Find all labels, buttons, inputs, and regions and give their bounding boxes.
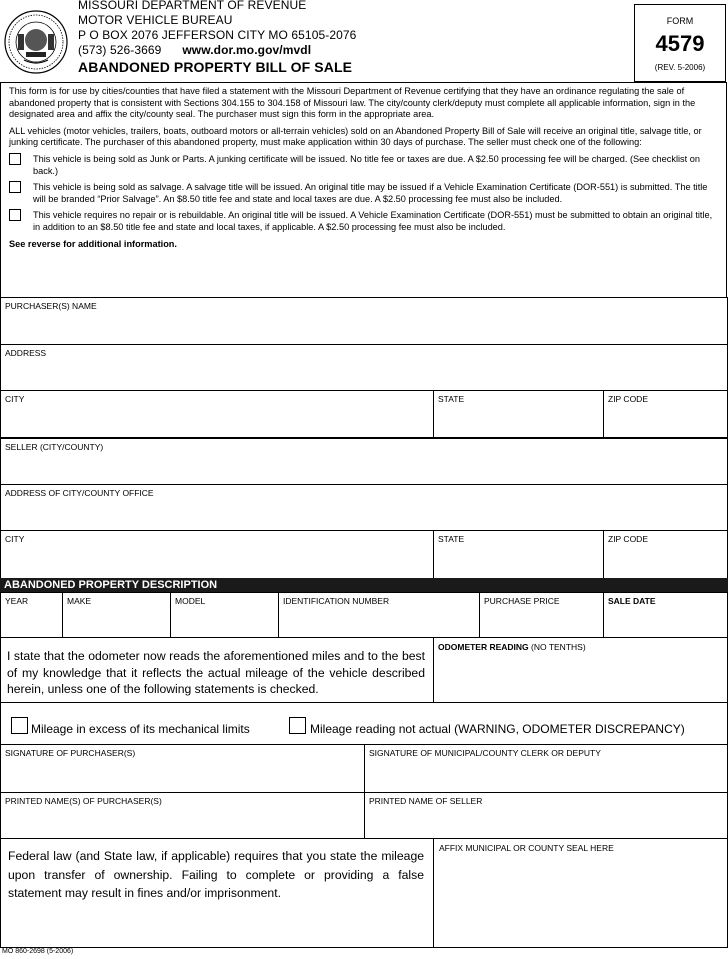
purchaser-signature-field[interactable]: [0, 744, 365, 793]
mileage-not-actual-checkbox[interactable]: [289, 717, 306, 734]
mileage-excess-checkbox[interactable]: [11, 717, 28, 734]
form-number: 4579: [655, 31, 705, 56]
seller-address-field[interactable]: [0, 484, 728, 531]
odometer-statement: I state that the odometer now reads the aforementioned miles and to the best of my knowledge that it reflects the actual mileage of the vehicle described herein, unless one of the following statements is checked.: [7, 649, 425, 696]
option-junk: [9, 154, 718, 177]
make-field[interactable]: [62, 592, 171, 638]
seller-address-label: ADDRESS OF CITY/COUNTY OFFICE: [5, 488, 154, 498]
option-salvage-text: This vehicle is being sold as salvage. A salvage title will be issued. An original title may be issued if a Vehicle Examination Certificate (DOR-551) is submitted. The title will be branded “Prior Salvage”. An $8.50 title fee and state and local taxes are due. A $2.50 processing fee must also be included.: [33, 182, 708, 204]
option-salvage: [9, 182, 718, 205]
mileage-not-actual-label: Mileage reading not actual (WARNING, ODOMETER DISCREPANCY): [310, 722, 685, 736]
website-link[interactable]: www.dor.mo.gov/mvdl: [182, 43, 312, 57]
seal-area[interactable]: [433, 838, 728, 948]
instructions-paragraph-1: This form is for use by cities/counties that have filed a statement with the Missouri Department of Revenue certifying that they have an ordinance regulating the sale of abandoned property that is consistent with Sections 304.155 to 304.158 of Missouri law. The city/county clerk/deputy must complete all applicable information, sign in the designated area and affix the city/county seal. The purchaser must sign this form in the appropriate area.: [9, 86, 696, 120]
zip-field[interactable]: [603, 390, 728, 438]
contact-line: [78, 43, 311, 58]
instructions-box: [0, 82, 727, 298]
city-label: CITY: [5, 394, 25, 404]
identification-number-field[interactable]: [278, 592, 480, 638]
year-field[interactable]: [0, 592, 63, 638]
year-label: YEAR: [5, 596, 29, 606]
seller-printed-name-field[interactable]: [364, 792, 728, 839]
option-rebuildable-text: This vehicle requires no repair or is rebuildable. An original title will be issued. A Vehicle Examination Certificate (DOR-551) must be submitted to obtain an original title, in addition to an $8.50 title fee and state and local taxes, if applicable. A $2.50 processing fee must also be included.: [33, 210, 713, 232]
seller-state-label: STATE: [438, 534, 465, 544]
seller-printed-name-label: PRINTED NAME OF SELLER: [369, 796, 483, 806]
address-label: ADDRESS: [5, 348, 47, 358]
sale-date-field[interactable]: [603, 592, 728, 638]
form-revision: (REV. 5-2006): [654, 63, 706, 72]
odometer-reading-label: ODOMETER READING (NO TENTHS): [438, 642, 586, 652]
federal-law-notice: Federal law (and State law, if applicable) requires that you state the mileage upon transfer of ownership. Failing to complete or providing a false statement may result in fines and/or imprisonment.: [8, 849, 424, 900]
option-junk-text: This vehicle is being sold as Junk or Parts. A junking certificate will be issued. No title fee or taxes are due. A $2.50 processing fee will be charged. (See checklist on back.): [33, 153, 700, 176]
seller-city-field[interactable]: [0, 530, 434, 579]
agency-name: MISSOURI DEPARTMENT OF REVENUE: [78, 0, 307, 12]
seller-city-label: CITY: [5, 534, 25, 544]
federal-law-box: [0, 838, 434, 948]
purchaser-name-field[interactable]: [0, 297, 728, 345]
missouri-state-seal-icon: [4, 10, 68, 74]
state-field[interactable]: [433, 390, 604, 438]
odometer-statement-box: [0, 637, 434, 703]
purchase-price-field[interactable]: [479, 592, 604, 638]
seller-state-field[interactable]: [433, 530, 604, 579]
address-field[interactable]: [0, 344, 728, 391]
seller-zip-label: ZIP CODE: [608, 534, 648, 544]
form-title: ABANDONED PROPERTY BILL OF SALE: [78, 59, 353, 75]
seller-label: SELLER (CITY/COUNTY): [5, 442, 104, 452]
model-label: MODEL: [175, 596, 206, 606]
identification-number-label: IDENTIFICATION NUMBER: [283, 596, 390, 606]
instructions-paragraph-2: ALL vehicles (motor vehicles, trailers, boats, outboard motors or all-terrain vehicles) sold on an Abandoned Property Bill of Sale will receive an original title, salvage title, or junking certificate. The purchaser of this abandoned property, must make application within 30 days of purchase. The seller must check one of the following:: [9, 125, 702, 148]
seal-area-label: AFFIX MUNICIPAL OR COUNTY SEAL HERE: [439, 843, 614, 853]
junk-checkbox[interactable]: [9, 153, 21, 165]
purchaser-printed-name-label: PRINTED NAME(S) OF PURCHASER(S): [5, 796, 162, 806]
purchase-price-label: PURCHASE PRICE: [484, 596, 560, 606]
odometer-checks-row: [0, 702, 728, 745]
form-number-box: [634, 4, 726, 82]
seller-zip-field[interactable]: [603, 530, 728, 579]
option-rebuildable: [9, 210, 718, 233]
form-label: FORM: [666, 16, 694, 26]
zip-label: ZIP CODE: [608, 394, 648, 404]
rebuildable-checkbox[interactable]: [9, 209, 21, 221]
mailing-address: P O BOX 2076 JEFFERSON CITY MO 65105-2076: [78, 28, 357, 42]
property-description-header: ABANDONED PROPERTY DESCRIPTION: [0, 578, 728, 593]
see-reverse-note: See reverse for additional information.: [9, 238, 177, 249]
salvage-checkbox[interactable]: [9, 181, 21, 193]
seller-field[interactable]: [0, 437, 728, 485]
odometer-reading-field[interactable]: [433, 637, 728, 703]
purchaser-name-label: PURCHASER(S) NAME: [5, 301, 97, 311]
state-label: STATE: [438, 394, 465, 404]
purchaser-signature-label: SIGNATURE OF PURCHASER(S): [5, 748, 136, 758]
form-footer-code: MO 860-2698 (5-2006): [2, 948, 74, 955]
sale-date-label: SALE DATE: [608, 596, 656, 606]
phone-number: (573) 526-3669: [78, 43, 162, 57]
city-field[interactable]: [0, 390, 434, 438]
clerk-signature-field[interactable]: [364, 744, 728, 793]
clerk-signature-label: SIGNATURE OF MUNICIPAL/COUNTY CLERK OR DEPUTY: [369, 748, 601, 758]
purchaser-printed-name-field[interactable]: [0, 792, 365, 839]
model-field[interactable]: [170, 592, 279, 638]
bureau-name: MOTOR VEHICLE BUREAU: [78, 13, 233, 27]
make-label: MAKE: [67, 596, 92, 606]
mileage-excess-label: Mileage in excess of its mechanical limits: [31, 722, 250, 736]
